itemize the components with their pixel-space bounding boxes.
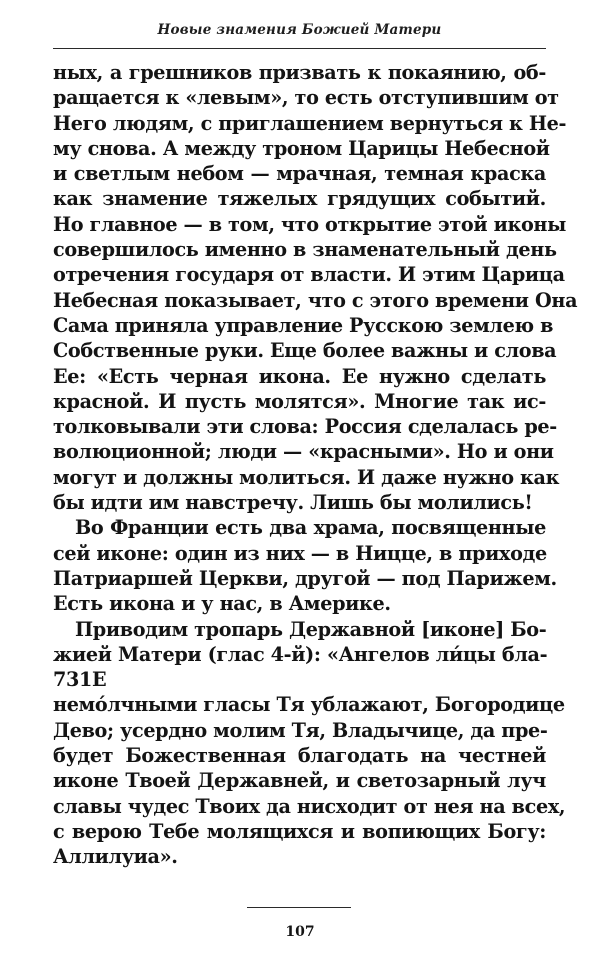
text-line: Но главное — в том, что открытие этой иконы [53,212,566,236]
running-head: Новые знамения Божией Матери [157,22,442,38]
text-line: волюционной; люди — «красными». Но и они [53,440,554,464]
footer-rule [247,907,351,908]
text-line: Сама приняла управление Русскою землею в [53,313,554,337]
text-line: славы чудес Твоих да нисходит от нея на всех, [53,794,566,818]
text-line: Небесная показывает, что с этого времени Она [53,288,578,312]
text-line: толковывали эти слова: Россия сделалась ре- [53,415,557,439]
text-line: иконе Твоей Державней, и светозарный луч [53,769,546,793]
text-line: с верою Тебе молящихся и вопиющих Богу: [53,819,546,843]
text-line: как знамение тяжелых грядущих событий. [53,187,546,211]
page-body [53,60,578,870]
text-line: Патриаршей Церкви, другой — под Парижем. [53,566,557,590]
text-line: Аллилуиа». [53,845,178,869]
text-line: сей иконе: один из них — в Ницце, в приходе [53,541,547,565]
text-line: Приводим тропарь Державной [иконе] Бо- [75,617,547,641]
text-line: Собственные руки. Еще более важны и слова [53,339,557,363]
text-line: му снова. А между троном Царицы Небесной [53,136,550,160]
text-line: отречения государя от власти. И этим Царица [53,263,565,287]
text-line: Ее: «Есть черная икона. Ее нужно сделать [53,364,546,388]
text-line: совершилось именно в знаменательный день [53,238,557,262]
header-rule [53,48,546,49]
text-line: Во Франции есть два храма, посвященные [75,516,546,540]
text-line: 731E [53,668,107,692]
text-line: и светлым небом — мрачная, темная краска [53,162,546,186]
text-line: будет Божественная благодать на честней [53,744,546,768]
page-number: 107 [285,924,315,940]
text-line: Дево; усердно молим Тя, Владычице, да пре- [53,718,548,742]
text-line: могут и должны молиться. И даже нужно как [53,465,560,489]
text-line: бы идти им навстречу. Лишь бы молились! [53,491,533,515]
text-line: ращается к «левым», то есть отступившим от [53,86,559,110]
text-line: красной. И пусть молятся». Многие так ис- [53,389,546,413]
text-line: Есть икона и у нас, в Америке. [53,592,391,616]
text-line: Него людям, с приглашением вернуться к Не- [53,111,567,135]
text-line: жией Матери (глас 4-й): «Ангелов ли́цы бла- [53,642,548,666]
text-line: ных, а грешников призвать к покаянию, об- [53,61,546,84]
text-line: немо́лчными гласы Тя ублажают, Богородице [53,693,565,717]
